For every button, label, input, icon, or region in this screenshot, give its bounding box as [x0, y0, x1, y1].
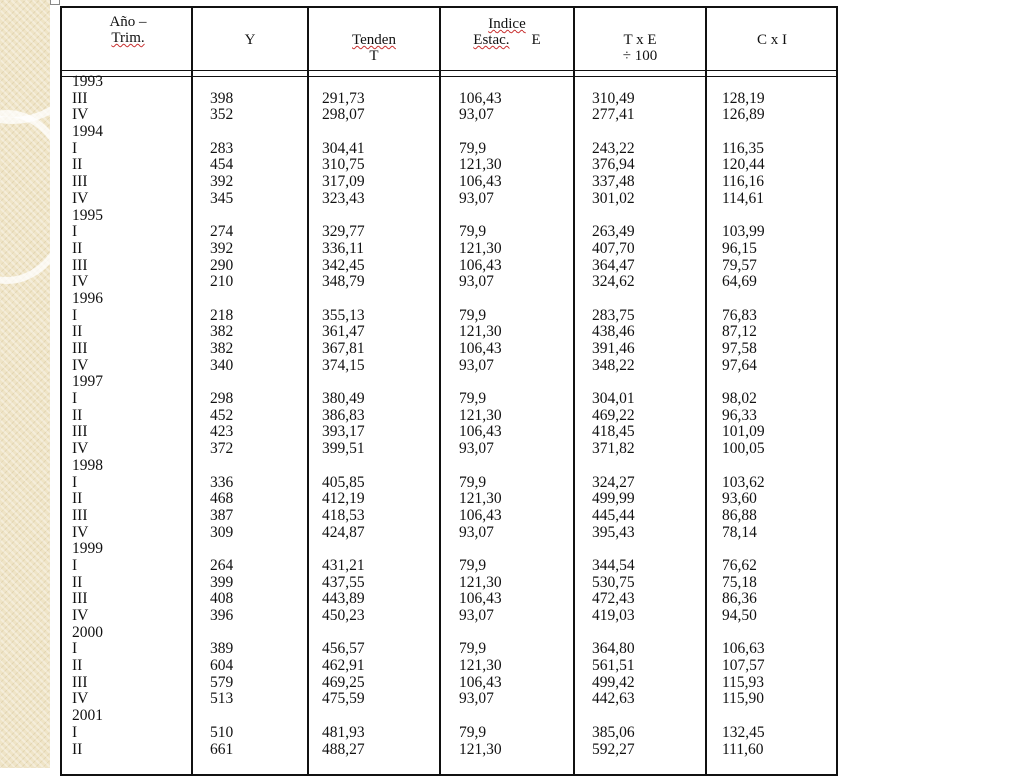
trend-cell: 348,79	[322, 273, 365, 291]
y-cell: 423	[210, 423, 234, 441]
y-cell: 372	[210, 440, 234, 458]
t-times-e-cell	[592, 374, 635, 391]
period-cell: 1994	[72, 123, 103, 141]
trend-cell	[322, 208, 365, 225]
y-cell: 382	[210, 340, 234, 357]
y-cell: 382	[210, 323, 234, 341]
corner-mark	[50, 0, 60, 5]
trend-cell: 431,21	[322, 556, 365, 574]
period-cell: IV	[72, 523, 89, 541]
trend-cell: 298,07	[322, 106, 365, 124]
seasonal-index-cell: 106,43	[459, 173, 502, 191]
seasonal-index-cell	[459, 625, 502, 642]
c-times-i-cell: 116,16	[722, 173, 765, 191]
c-times-i-cell	[722, 74, 765, 91]
trend-cell: 393,17	[322, 423, 365, 441]
seasonal-index-cell: 93,07	[459, 440, 494, 458]
t-times-e-cell: 418,45	[592, 423, 635, 441]
trend-cell: 443,89	[322, 590, 365, 608]
c-times-i-cell: 96,33	[722, 406, 757, 424]
c-times-i-cell: 101,09	[722, 423, 765, 441]
c-times-i-cell: 97,64	[722, 356, 757, 374]
t-times-e-cell: 391,46	[592, 340, 635, 357]
t-times-e-cell: 499,99	[592, 490, 635, 508]
seasonal-index-cell: 106,43	[459, 256, 502, 274]
period-cell: II	[72, 740, 83, 758]
column-divider	[573, 8, 575, 774]
period-cell: II	[72, 657, 83, 675]
seasonal-index-cell	[459, 124, 502, 141]
y-cell: 396	[210, 607, 234, 624]
column-divider	[439, 8, 441, 774]
y-cell: 468	[210, 490, 234, 508]
period-cell: III	[72, 256, 88, 274]
period-cell: II	[72, 406, 83, 424]
seasonal-index-cell: 93,07	[459, 607, 494, 624]
y-cell: 283	[210, 139, 234, 157]
trend-cell: 386,83	[322, 406, 365, 424]
seasonal-index-cell: 93,07	[459, 273, 494, 291]
t-times-e-cell	[592, 708, 635, 725]
c-times-i-cell: 107,57	[722, 657, 765, 675]
seasonal-index-cell: 93,07	[459, 523, 494, 541]
column-period	[72, 74, 103, 758]
seasonal-index-cell: 79,9	[459, 390, 487, 408]
trend-cell	[322, 74, 365, 91]
t-times-e-cell: 561,51	[592, 657, 635, 675]
period-cell: 1998	[72, 456, 103, 474]
period-cell: I	[72, 640, 78, 658]
y-cell: 392	[210, 173, 234, 191]
c-times-i-cell: 115,90	[722, 690, 765, 708]
trend-cell: 412,19	[322, 490, 365, 508]
trend-cell: 424,87	[322, 523, 365, 541]
c-times-i-cell: 100,05	[722, 440, 765, 458]
t-times-e-cell	[592, 208, 635, 225]
t-times-e-cell	[592, 124, 635, 141]
t-times-e-cell: 324,27	[592, 473, 635, 491]
c-times-i-cell: 111,60	[722, 740, 764, 758]
period-cell: 2000	[72, 623, 103, 641]
c-times-i-cell	[722, 541, 765, 558]
seasonal-index-cell: 121,30	[459, 490, 502, 508]
y-cell: 408	[210, 590, 234, 608]
seasonal-index-cell	[459, 208, 502, 225]
c-times-i-cell: 115,93	[722, 673, 765, 691]
column-divider	[307, 8, 309, 774]
y-cell: 336	[210, 473, 234, 491]
trend-cell: 342,45	[322, 256, 365, 274]
seasonal-index-cell: 121,30	[459, 239, 502, 257]
trend-cell: 304,41	[322, 139, 365, 157]
period-cell: III	[72, 173, 88, 191]
t-times-e-cell: 310,49	[592, 89, 635, 107]
t-times-e-cell: 344,54	[592, 556, 635, 574]
y-cell	[210, 708, 233, 725]
trend-cell: 450,23	[322, 607, 365, 624]
column-divider	[191, 8, 193, 774]
t-times-e-cell: 371,82	[592, 440, 635, 458]
y-cell: 454	[210, 156, 234, 174]
seasonal-index-cell	[459, 708, 502, 725]
t-times-e-cell: 472,43	[592, 590, 635, 608]
c-times-i-cell: 86,36	[722, 590, 757, 608]
seasonal-index-table	[60, 6, 838, 776]
period-cell: I	[72, 223, 78, 241]
seasonal-index-cell: 79,9	[459, 640, 487, 658]
seasonal-index-cell: 106,43	[459, 506, 502, 524]
trend-cell: 399,51	[322, 440, 365, 458]
seasonal-index-cell: 79,9	[459, 139, 487, 157]
t-times-e-cell: 263,49	[592, 223, 635, 241]
period-cell: II	[72, 323, 83, 341]
trend-cell	[322, 291, 365, 308]
t-times-e-cell: 283,75	[592, 306, 635, 324]
period-cell: 1993	[72, 73, 103, 90]
period-cell: I	[72, 306, 78, 324]
y-cell: 661	[210, 740, 234, 758]
t-times-e-cell: 407,70	[592, 239, 635, 257]
period-cell: III	[72, 506, 88, 524]
t-times-e-cell: 445,44	[592, 506, 635, 524]
period-cell: II	[72, 239, 83, 257]
y-cell: 452	[210, 406, 234, 424]
t-times-e-cell	[592, 541, 635, 558]
trend-cell: 317,09	[322, 173, 365, 191]
t-times-e-cell: 442,63	[592, 690, 635, 708]
c-times-i-cell: 97,58	[722, 340, 757, 357]
trend-cell	[322, 708, 365, 725]
t-times-e-cell: 376,94	[592, 156, 635, 174]
y-cell	[210, 208, 233, 225]
c-times-i-cell	[722, 291, 765, 308]
c-times-i-cell: 132,45	[722, 723, 765, 741]
t-times-e-cell: 364,80	[592, 640, 635, 658]
period-cell: III	[72, 590, 88, 608]
c-times-i-cell: 96,15	[722, 239, 757, 257]
t-times-e-cell: 499,42	[592, 673, 635, 691]
c-times-i-cell	[722, 124, 765, 141]
c-times-i-cell: 103,99	[722, 223, 765, 241]
seasonal-index-cell	[459, 291, 502, 308]
trend-cell: 355,13	[322, 306, 365, 324]
trend-cell: 323,43	[322, 189, 365, 207]
seasonal-index-cell	[459, 541, 502, 558]
t-times-e-cell: 337,48	[592, 173, 635, 191]
t-times-e-cell: 592,27	[592, 740, 635, 758]
c-times-i-cell: 120,44	[722, 156, 765, 174]
y-cell: 398	[210, 89, 234, 107]
trend-cell: 469,25	[322, 673, 365, 691]
c-times-i-cell: 106,63	[722, 640, 765, 658]
c-times-i-cell: 75,18	[722, 573, 757, 591]
period-cell: I	[72, 390, 78, 408]
header-trend: Tenden T	[352, 32, 396, 64]
trend-cell: 437,55	[322, 573, 365, 591]
period-cell: II	[72, 156, 83, 174]
t-times-e-cell: 385,06	[592, 723, 635, 741]
period-cell: IV	[72, 106, 89, 124]
period-cell: 1999	[72, 540, 103, 558]
y-cell: 392	[210, 239, 234, 257]
t-times-e-cell: 530,75	[592, 573, 635, 591]
period-cell: III	[72, 423, 88, 441]
c-times-i-cell: 116,35	[722, 139, 765, 157]
column-c-times-i	[722, 74, 765, 758]
header-seasonal-index: Indice Estac. E	[473, 16, 541, 48]
period-cell: II	[72, 490, 83, 508]
seasonal-index-cell: 121,30	[459, 323, 502, 341]
period-cell: II	[72, 573, 83, 591]
y-cell: 352	[210, 106, 234, 124]
t-times-e-cell: 438,46	[592, 323, 635, 341]
period-cell: III	[72, 673, 88, 691]
header-c-times-i: C x I	[757, 32, 787, 48]
seasonal-index-cell: 93,07	[459, 356, 494, 374]
seasonal-index-cell: 121,30	[459, 573, 502, 591]
seasonal-index-cell	[459, 74, 502, 91]
period-cell: I	[72, 139, 78, 157]
trend-cell	[322, 458, 365, 475]
t-times-e-cell: 395,43	[592, 523, 635, 541]
c-times-i-cell	[722, 374, 765, 391]
period-cell: 1995	[72, 206, 103, 224]
y-cell: 274	[210, 223, 234, 241]
y-cell: 264	[210, 556, 234, 574]
seasonal-index-cell: 106,43	[459, 673, 502, 691]
trend-cell: 475,59	[322, 690, 365, 708]
period-cell: 2001	[72, 707, 103, 725]
t-times-e-cell: 419,03	[592, 607, 635, 624]
y-cell	[210, 458, 233, 475]
y-cell: 210	[210, 273, 234, 291]
c-times-i-cell: 76,62	[722, 556, 757, 574]
period-cell: I	[72, 723, 78, 741]
trend-cell: 329,77	[322, 223, 365, 241]
seasonal-index-cell: 79,9	[459, 223, 487, 241]
y-cell: 579	[210, 673, 234, 691]
seasonal-index-cell	[459, 458, 502, 475]
seasonal-index-cell: 93,07	[459, 106, 494, 124]
trend-cell: 291,73	[322, 89, 365, 107]
y-cell	[210, 291, 233, 308]
t-times-e-cell: 301,02	[592, 189, 635, 207]
period-cell: 1996	[72, 289, 103, 307]
trend-cell: 367,81	[322, 340, 365, 357]
period-cell: IV	[72, 690, 89, 708]
y-cell: 513	[210, 690, 234, 708]
y-cell: 218	[210, 306, 234, 324]
t-times-e-cell: 243,22	[592, 139, 635, 157]
c-times-i-cell	[722, 208, 765, 225]
decorative-side-panel	[0, 0, 50, 768]
t-times-e-cell: 469,22	[592, 406, 635, 424]
c-times-i-cell	[722, 625, 765, 642]
c-times-i-cell: 86,88	[722, 506, 757, 524]
trend-cell: 405,85	[322, 473, 365, 491]
c-times-i-cell: 94,50	[722, 607, 757, 624]
period-cell: I	[72, 473, 78, 491]
header-y: Y	[244, 32, 256, 48]
seasonal-index-cell: 121,30	[459, 740, 502, 758]
period-cell: 1997	[72, 373, 103, 391]
period-cell: I	[72, 556, 78, 574]
y-cell: 399	[210, 573, 234, 591]
trend-cell: 380,49	[322, 390, 365, 408]
t-times-e-cell	[592, 291, 635, 308]
t-times-e-cell: 348,22	[592, 356, 635, 374]
y-cell: 309	[210, 523, 234, 541]
seasonal-index-cell	[459, 374, 502, 391]
seasonal-index-cell: 121,30	[459, 406, 502, 424]
y-cell	[210, 124, 233, 141]
c-times-i-cell: 103,62	[722, 473, 765, 491]
seasonal-index-cell: 93,07	[459, 690, 494, 708]
c-times-i-cell: 78,14	[722, 523, 757, 541]
y-cell: 290	[210, 256, 234, 274]
y-cell	[210, 541, 233, 558]
trend-cell: 374,15	[322, 356, 365, 374]
header-period: Año – Trim.	[109, 14, 147, 46]
y-cell: 510	[210, 723, 234, 741]
header-divider	[62, 70, 836, 77]
column-t-times-e	[592, 74, 635, 758]
column-y	[210, 74, 233, 758]
t-times-e-cell: 324,62	[592, 273, 635, 291]
c-times-i-cell: 79,57	[722, 256, 757, 274]
period-cell: IV	[72, 189, 89, 207]
seasonal-index-cell: 93,07	[459, 189, 494, 207]
trend-cell	[322, 625, 365, 642]
seasonal-index-cell: 79,9	[459, 556, 487, 574]
y-cell: 387	[210, 506, 234, 524]
seasonal-index-cell: 121,30	[459, 657, 502, 675]
trend-cell	[322, 541, 365, 558]
c-times-i-cell: 126,89	[722, 106, 765, 124]
y-cell	[210, 74, 233, 91]
trend-cell	[322, 124, 365, 141]
t-times-e-cell	[592, 625, 635, 642]
c-times-i-cell	[722, 458, 765, 475]
column-divider	[705, 8, 707, 774]
trend-cell: 488,27	[322, 740, 365, 758]
seasonal-index-cell: 106,43	[459, 423, 502, 441]
c-times-i-cell: 87,12	[722, 323, 757, 341]
seasonal-index-cell: 79,9	[459, 473, 487, 491]
column-trend	[322, 74, 365, 758]
seasonal-index-cell: 106,43	[459, 89, 502, 107]
header-t-times-e: T x E ÷ 100	[622, 32, 658, 64]
t-times-e-cell: 364,47	[592, 256, 635, 274]
column-seasonal-index	[459, 74, 502, 758]
y-cell: 604	[210, 657, 234, 675]
c-times-i-cell: 98,02	[722, 390, 757, 408]
period-cell: IV	[72, 273, 89, 291]
y-cell	[210, 374, 233, 391]
c-times-i-cell: 93,60	[722, 490, 757, 508]
c-times-i-cell: 114,61	[722, 189, 765, 207]
c-times-i-cell: 64,69	[722, 273, 757, 291]
t-times-e-cell	[592, 458, 635, 475]
y-cell: 340	[210, 356, 234, 374]
seasonal-index-cell: 79,9	[459, 306, 487, 324]
trend-cell: 361,47	[322, 323, 365, 341]
trend-cell: 418,53	[322, 506, 365, 524]
c-times-i-cell: 128,19	[722, 89, 765, 107]
y-cell	[210, 625, 233, 642]
seasonal-index-cell: 106,43	[459, 340, 502, 357]
t-times-e-cell	[592, 74, 635, 91]
trend-cell: 456,57	[322, 640, 365, 658]
period-cell: IV	[72, 440, 89, 458]
period-cell: III	[72, 89, 88, 107]
seasonal-index-cell: 121,30	[459, 156, 502, 174]
y-cell: 389	[210, 640, 234, 658]
period-cell: IV	[72, 607, 89, 624]
c-times-i-cell	[722, 708, 765, 725]
y-cell: 345	[210, 189, 234, 207]
t-times-e-cell: 304,01	[592, 390, 635, 408]
trend-cell: 481,93	[322, 723, 365, 741]
period-cell: IV	[72, 356, 89, 374]
trend-cell: 310,75	[322, 156, 365, 174]
seasonal-index-cell: 106,43	[459, 590, 502, 608]
trend-cell: 336,11	[322, 239, 365, 257]
trend-cell: 462,91	[322, 657, 365, 675]
y-cell: 298	[210, 390, 234, 408]
period-cell: III	[72, 340, 88, 357]
t-times-e-cell: 277,41	[592, 106, 635, 124]
trend-cell	[322, 374, 365, 391]
c-times-i-cell: 76,83	[722, 306, 757, 324]
seasonal-index-cell: 79,9	[459, 723, 487, 741]
